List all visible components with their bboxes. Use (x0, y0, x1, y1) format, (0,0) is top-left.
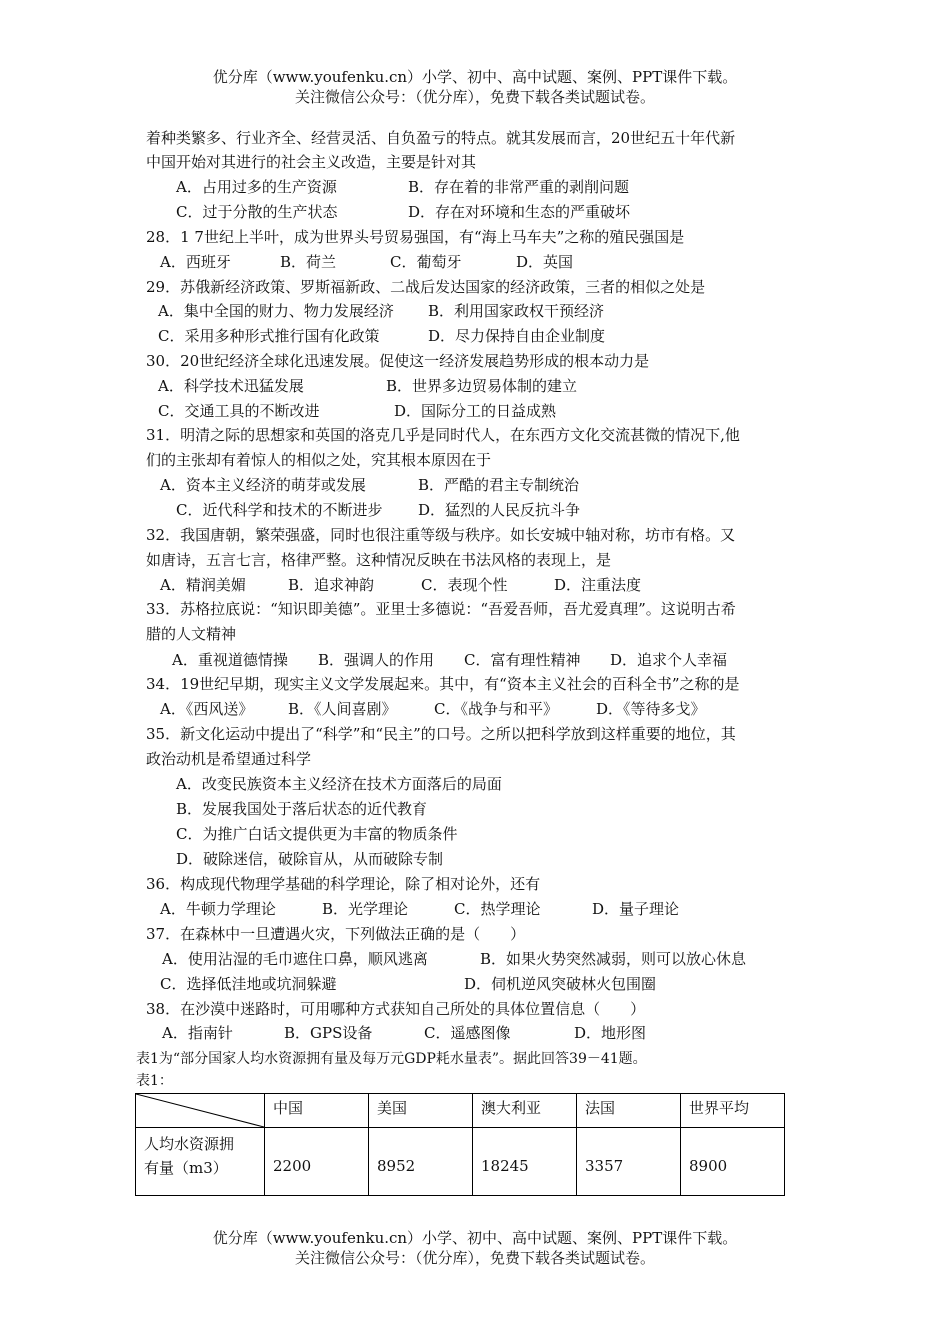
q30-options-row-1 (158, 376, 577, 396)
q36-option-d: D．量子理论 (592, 900, 680, 918)
header-line-1: 优分库（www.youfenku.cn）小学、初中、高中试题、案例、PPT课件下载。 (212, 68, 738, 86)
q37-option-c: C．选择低洼地或坑洞躲避 (160, 975, 337, 993)
q29-option-b: B．利用国家政权干预经济 (428, 302, 605, 320)
q38-option-c: C．遥感图像 (424, 1024, 511, 1042)
q38-option-b: B．GPS设备 (284, 1024, 373, 1042)
q31-stem-line-1: 31．明清之际的思想家和英国的洛克几乎是同时代人，在东西方文化交流甚微的情况下,他 (146, 426, 740, 444)
q28-stem: 28．1 7世纪上半叶，成为世界头号贸易强国，有“海上马车夫”之称的殖民强国是 (146, 228, 685, 246)
q27-stem-line-2: 中国开始对其进行的社会主义改造，主要是针对其 (146, 153, 477, 171)
q27-options-row-1 (176, 177, 629, 197)
q29-option-a: A．集中全国的财力、物力发展经济 (158, 302, 394, 320)
q35-option-c: C．为推广白话文提供更为丰富的物质条件 (176, 825, 458, 843)
q27-option-b: B．存在着的非常严重的剥削问题 (408, 178, 630, 196)
q31-options-row-2 (176, 500, 580, 520)
q28-option-c: C．葡萄牙 (390, 253, 462, 271)
q31-options-row-1 (160, 475, 579, 495)
diagonal-line-icon (136, 1094, 264, 1127)
q30-options-row-2 (158, 401, 556, 421)
table-row-label (136, 1128, 265, 1196)
q34-option-c: C．《战争与和平》 (434, 700, 558, 718)
table-header-row (136, 1094, 785, 1128)
table-cell-usa: 8952 (369, 1128, 473, 1196)
q27-option-d: D．存在对环境和生态的严重破坏 (408, 203, 631, 221)
q32-options (160, 575, 641, 595)
header-line-2: 关注微信公众号：（优分库），免费下载各类试题试卷。 (294, 88, 655, 106)
q34-option-a: A．《西风送》 (160, 700, 254, 718)
q35-stem-line-1: 35．新文化运动中提出了“科学”和“民主”的口号。之所以把科学放到这样重要的地位，其 (146, 725, 736, 743)
q31-stem-line-2: 们的主张却有着惊人的相似之处，究其根本原因在于 (146, 451, 492, 469)
q29-option-c: C．采用多种形式推行国有化政策 (158, 327, 380, 345)
q33-stem-line-1: 33．苏格拉底说：“知识即美德”。亚里士多德说：“吾爱吾师，吾尤爱真理”。这说明古希 (146, 600, 736, 618)
table-header-china: 中国 (265, 1094, 369, 1128)
q37-option-a: A．使用沾湿的毛巾遮住口鼻，顺风逃离 (162, 950, 428, 968)
q32-stem-line-1: 32．我国唐朝，繁荣强盛，同时也很注重等级与秩序。如长安城中轴对称，坊市有格。又 (146, 526, 736, 544)
q28-option-d: D．英国 (516, 253, 574, 271)
q38-options (162, 1023, 646, 1043)
table-label: 表1： (136, 1073, 173, 1089)
q31-option-d: D．猛烈的人民反抗斗争 (418, 501, 581, 519)
table-row-label-line-2: 有量（m3） (144, 1159, 228, 1177)
q27-stem-line-1: 着种类繁多、行业齐全、经营灵活、自负盈亏的特点。就其发展而言，20世纪五十年代新 (146, 129, 736, 147)
q28-option-b: B．荷兰 (280, 253, 337, 271)
q38-option-d: D．地形图 (574, 1024, 647, 1042)
q32-option-d: D．注重法度 (554, 576, 642, 594)
q30-stem: 30．20世纪经济全球化迅速发展。促使这一经济发展趋势形成的根本动力是 (146, 352, 650, 370)
q33-option-b: B．强调人的作用 (318, 651, 435, 669)
table-header-usa: 美国 (369, 1094, 473, 1128)
table-row (136, 1128, 785, 1196)
table-cell-world-average: 8900 (681, 1128, 785, 1196)
q29-option-d: D．尽力保持自由企业制度 (428, 327, 606, 345)
footer-line-2: 关注微信公众号：（优分库），免费下载各类试题试卷。 (294, 1249, 655, 1267)
q30-option-b: B．世界多边贸易体制的建立 (386, 377, 578, 395)
q30-option-a: A．科学技术迅猛发展 (158, 377, 304, 395)
q28-option-a: A．西班牙 (160, 253, 231, 271)
q32-option-b: B．追求神韵 (288, 576, 375, 594)
q36-option-c: C．热学理论 (454, 900, 541, 918)
q35-option-b: B．发展我国处于落后状态的近代教育 (176, 800, 428, 818)
q27-option-c: C．过于分散的生产状态 (176, 203, 338, 221)
table-cell-china: 2200 (265, 1128, 369, 1196)
q37-options-row-2 (160, 974, 656, 994)
q33-option-d: D．追求个人幸福 (610, 651, 728, 669)
q36-stem: 36．构成现代物理学基础的科学理论，除了相对论外，还有 (146, 875, 541, 893)
q32-option-c: C．表现个性 (421, 576, 508, 594)
q36-option-a: A．牛顿力学理论 (160, 900, 276, 918)
table-cell-france: 3357 (577, 1128, 681, 1196)
table-row-label-line-1: 人均水资源拥 (144, 1135, 235, 1153)
q37-option-d: D．伺机逆风突破林火包围圈 (464, 975, 657, 993)
q37-option-b: B．如果火势突然减弱，则可以放心休息 (480, 950, 747, 968)
q31-option-c: C．近代科学和技术的不断进步 (176, 501, 383, 519)
q27-option-a: A．占用过多的生产资源 (176, 178, 337, 196)
q35-option-a: A．改变民族资本主义经济在技术方面落后的局面 (176, 775, 502, 793)
water-resources-table (135, 1093, 785, 1196)
q29-options-row-1 (158, 301, 604, 321)
q33-option-a: A．重视道德情操 (172, 651, 288, 669)
q36-options (160, 899, 679, 919)
table-corner-cell (136, 1094, 265, 1128)
q37-stem: 37．在森林中一旦遭遇火灾，下列做法正确的是（ ） (146, 925, 526, 943)
q33-option-c: C．富有理性精神 (464, 651, 581, 669)
q37-options-row-1 (162, 949, 746, 969)
table-cell-australia: 18245 (473, 1128, 577, 1196)
footer-line-1: 优分库（www.youfenku.cn）小学、初中、高中试题、案例、PPT课件下载。 (212, 1229, 738, 1247)
q30-option-d: D．国际分工的日益成熟 (394, 402, 557, 420)
q35-option-d: D．破除迷信，破除盲从，从而破除专制 (176, 850, 444, 868)
q38-option-a: A．指南针 (162, 1024, 233, 1042)
q34-option-b: B．《人间喜剧》 (288, 700, 397, 718)
q33-options (172, 650, 727, 670)
q30-option-c: C．交通工具的不断改进 (158, 402, 320, 420)
q36-option-b: B．光学理论 (322, 900, 409, 918)
q31-option-b: B．严酷的君主专制统治 (418, 476, 580, 494)
q29-options-row-2 (158, 326, 605, 346)
q32-option-a: A．精润美媚 (160, 576, 246, 594)
q38-stem: 38．在沙漠中迷路时，可用哪种方式获知自己所处的具体位置信息（ ） (146, 1000, 646, 1018)
q27-options-row-2 (176, 202, 630, 222)
q34-options (160, 699, 706, 719)
q34-option-d: D．《等待多戈》 (596, 700, 706, 718)
q32-stem-line-2: 如唐诗，五言七言，格律严整。这种情况反映在书法风格的表现上，是 (146, 551, 612, 569)
table-header-world-average: 世界平均 (681, 1094, 785, 1128)
q28-options (160, 252, 573, 272)
q33-stem-line-2: 腊的人文精神 (146, 625, 237, 643)
table-header-australia: 澳大利亚 (473, 1094, 577, 1128)
q31-option-a: A．资本主义经济的萌芽或发展 (160, 476, 366, 494)
table-header-france: 法国 (577, 1094, 681, 1128)
table-intro: 表1为“部分国家人均水资源拥有量及每万元GDP耗水量表”。据此回答39－41题。 (136, 1051, 647, 1067)
q34-stem: 34．19世纪早期，现实主义文学发展起来。其中，有“资本主义社会的百科全书”之称的是 (146, 675, 740, 693)
q35-stem-line-2: 政治动机是希望通过科学 (146, 750, 312, 768)
q29-stem: 29．苏俄新经济政策、罗斯福新政、二战后发达国家的经济政策，三者的相似之处是 (146, 278, 706, 296)
